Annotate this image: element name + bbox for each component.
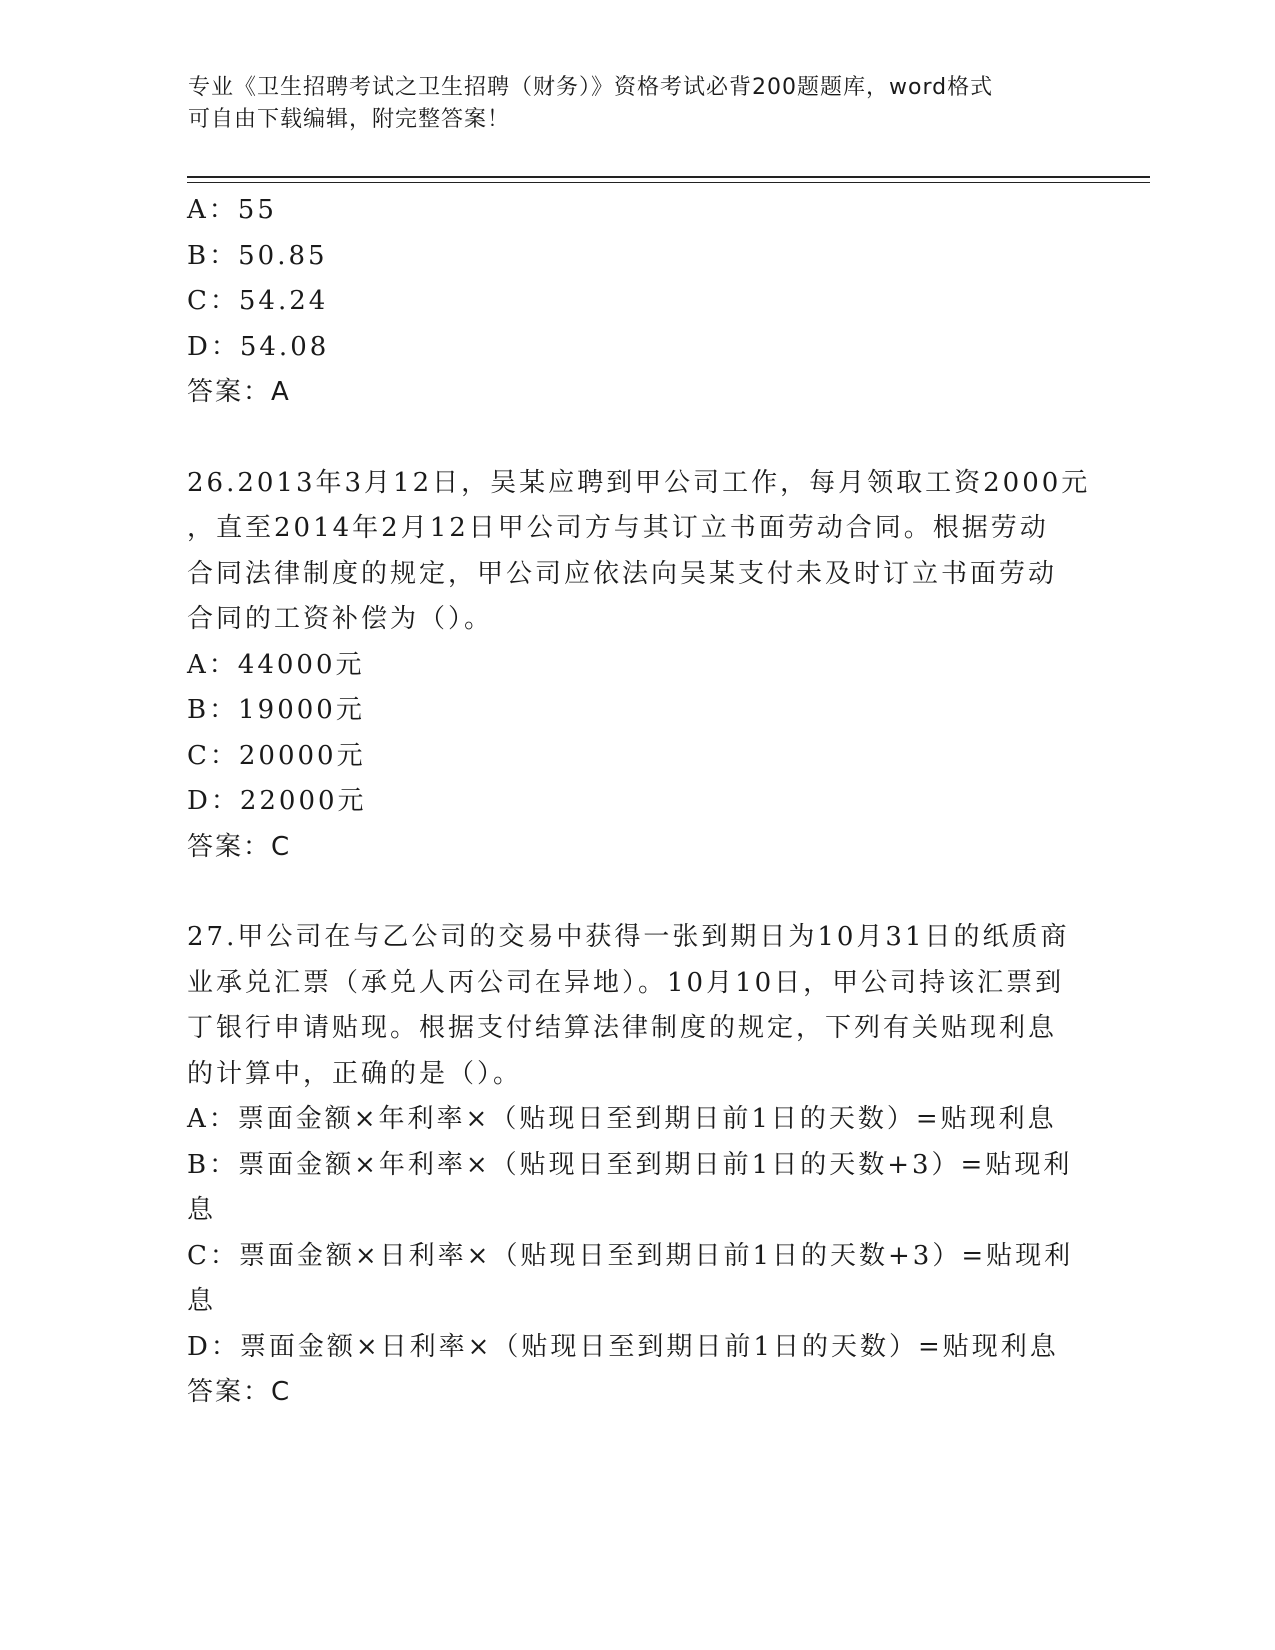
answer-line: 答案：C <box>187 831 292 862</box>
header-line-1: 专业《卫生招聘考试之卫生招聘（财务）》资格考试必背200题题库，word格式 <box>188 75 994 100</box>
option-b: B：50.85 <box>187 240 328 271</box>
question-stem-line: 的计算中，正确的是（）。 <box>187 1058 523 1089</box>
question-stem-line: ，直至2014年2月12日甲公司方与其订立书面劳动合同。根据劳动 <box>187 513 1049 543</box>
question-26 <box>187 461 1091 871</box>
document-header <box>188 72 1078 136</box>
question-stem-line: 业承兑汇票（承兑人丙公司在异地）。10月10日，甲公司持该汇票到 <box>187 967 1065 998</box>
header-divider-thin <box>187 182 1150 183</box>
question-stem-line: 27.甲公司在与乙公司的交易中获得一张到期日为10月31日的纸质商 <box>187 922 1070 952</box>
option-c-continued: 息 <box>187 1286 217 1316</box>
question-stem-line: 26.2013年3月12日，吴某应聘到甲公司工作，每月领取工资2000元 <box>187 467 1091 498</box>
option-a: A：55 <box>187 195 277 225</box>
header-divider-thick <box>187 176 1150 178</box>
answer-line: 答案：A <box>187 377 291 407</box>
question-stem-line: 合同法律制度的规定，甲公司应依法向吴某支付未及时订立书面劳动 <box>187 558 1058 589</box>
option-d: D：22000元 <box>187 786 367 816</box>
option-d: D：票面金额×日利率×（贴现日至到期日前1日的天数）=贴现利息 <box>187 1331 1059 1362</box>
option-a: A：票面金额×年利率×（贴现日至到期日前1日的天数）=贴现利息 <box>187 1104 1057 1134</box>
question-25 <box>187 188 1082 416</box>
option-b-continued: 息 <box>187 1195 217 1225</box>
option-c: C：票面金额×日利率×（贴现日至到期日前1日的天数+3）=贴现利 <box>187 1240 1074 1271</box>
option-c: C：20000元 <box>187 740 366 771</box>
question-stem-line: 丁银行申请贴现。根据支付结算法律制度的规定，下列有关贴现利息 <box>187 1013 1058 1043</box>
option-d: D：54.08 <box>187 331 330 362</box>
header-line-2: 可自由下载编辑，附完整答案！ <box>188 107 511 132</box>
document-body <box>187 188 1091 1416</box>
question-27 <box>187 915 1082 1416</box>
option-a: A：44000元 <box>187 649 365 680</box>
option-c: C：54.24 <box>187 286 329 316</box>
answer-line: 答案：C <box>187 1377 292 1407</box>
spacer <box>187 870 1082 915</box>
option-b: B：19000元 <box>187 695 365 725</box>
spacer <box>187 416 1082 461</box>
question-stem-line: 合同的工资补偿为（）。 <box>187 604 494 634</box>
option-b: B：票面金额×年利率×（贴现日至到期日前1日的天数+3）=贴现利 <box>187 1149 1073 1180</box>
